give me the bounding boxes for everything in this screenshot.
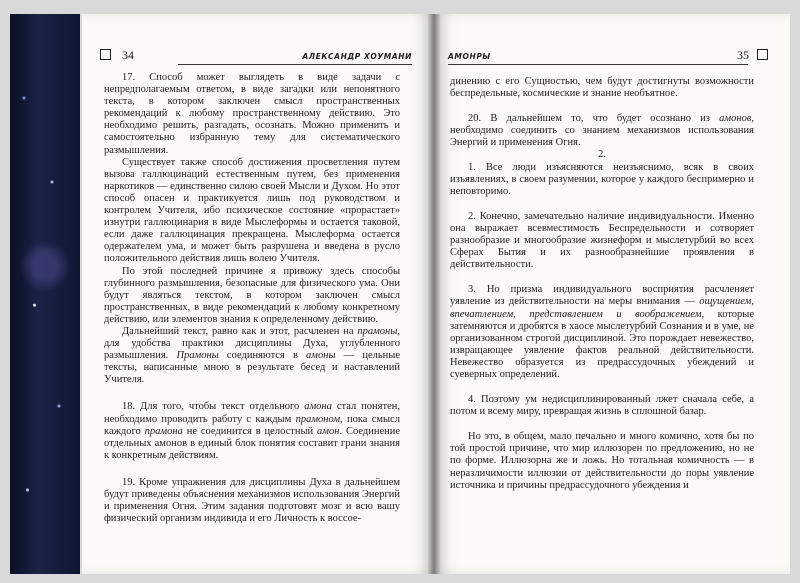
paragraph: 18. Для того, чтобы текст отдельного амона стал понятен, необходимо проводить работу с каждым прамоном, пока смысл каждого прамона не соединится в целостный амон. Соединение отдельных амонов в единый блок понятия составит грани знания к конкретным действиям.	[104, 401, 401, 461]
paragraph: 1. Все люди изъясняются неизъяснимо, всяк в своих изъявлениях, в своем разумении, которое у каждого беспримерно и неповторимо.	[450, 161, 754, 197]
paragraph: Но это, в общем, мало печально и много комично, хотя бы по той простой причине, что мир иллюзорен по предложению, но не по форме. Иллюзорна же и ложь. Но тотальная комичность — в неразличимости иллюзии от действительности до поры уявление источника и причины предрассудочного убеждения и	[450, 431, 754, 491]
paragraph: динению с его Сущностью, чем будут достигнуты возможности беспредельные, космические и знание необъятное.	[450, 76, 754, 100]
header-rule	[448, 64, 748, 65]
paragraph: Существует также способ достижения просветления путем вызова галлюцинаций естественным путем, без применения наркотиков — единственно силою своей Мысли и Духом. Но этот способ опасен и практикуется лишь под руководством и контролем Учителя, ибо психическое состояние «прорастает» изнутри галлюцинария в виде Мыслеформы и остается таковой, если даже галлюцинация прекращена. Мыслеформа остается одержателем ума, и может быть разрушена и введена в русло положительного действия лишь волею Учителя.	[104, 156, 400, 265]
page-number-group	[737, 48, 768, 63]
paragraph: 17. Способ может выглядеть в виде задачи с непредполагаемым ответом, в виде загадки или непонятного текста, в котором заключен смысл пространственных рекомендаций к любому пространственному действию. Это необходимо решить, разгадать, осознать. Можно применить и самостоятельно избранную тему для систематического размышления.	[104, 72, 400, 156]
right-page-body	[450, 76, 754, 492]
book-spread	[10, 14, 788, 574]
left-page-header	[100, 48, 412, 66]
running-head: АМОНРЫ	[448, 52, 491, 61]
section-number: 2.	[598, 149, 606, 161]
paragraph: Дальнейший текст, равно как и этот, расчленен на прамоны, для удобства практики дисциплины Духа, углубленного размышления. Прамоны соединяются в амоны — цельные тексты, написанные мною в результате бесед и наставлений Учителя.	[104, 325, 400, 386]
paragraph: 2. Конечно, замечательно наличие индивидуальности. Именно она выражает всевместимость Беспредельности и сотворяет разнообразие и многообразие жизнеформ и мыслетурбий во всех Сферах Бытия и их разнообразнейшие проявления в действительности.	[450, 210, 754, 271]
paragraph: 19. Кроме упражнения для дисциплины Духа в дальнейшем будут приведены объяснения механизмов использования Энергий и применения Огня. Этим задания подготовят мозг и всю вашу физический организм индивида и его Личность к воссое-	[104, 476, 400, 525]
paragraph: 20. В дальнейшем то, что будет осознано из амонов, необходимо соединить со знанием механизмов использования Энергий и применения Огня.	[450, 113, 754, 149]
page-number: 35	[737, 48, 749, 62]
book-cover-edge	[10, 14, 80, 574]
book-gutter	[428, 14, 440, 574]
paragraph: 3. Но призма индивидуального восприятия расчленяет уявление из действительности на меры внимания — ощущением, впечатлением, представлением и воображением, которые затемняются и дробятся в хаосе мыслетурбий Сознания и в уме, не организованном строгой дисциплиной. Это порождает невежество, извращающее уявление фактов реальной действительности. Невежество образуется из предрассудочных убеждений и суеверных определений.	[450, 284, 754, 380]
right-page	[434, 14, 790, 574]
left-page-body	[104, 72, 400, 525]
paragraph: 4. Поэтому ум недисциплинированный лжет сначала себе, а потом и всему миру, превращая жизнь в сплошной базар.	[450, 394, 754, 418]
square-ornament-icon	[757, 49, 768, 60]
paragraph: По этой последней причине я привожу здесь способы глубинного размышления, безопасные для физического ума. Они будут являться текстом, в котором заключен смысл пространственных, в виде рекомендаций к любому конкретному действию, или элементов знания к определенному действию.	[104, 265, 400, 325]
cover-star-pattern	[10, 14, 80, 574]
running-head: АЛЕКСАНДР ХОУМАНИ	[302, 52, 412, 61]
page-number: 34	[122, 48, 134, 62]
left-page	[82, 14, 434, 574]
right-page-header	[448, 48, 768, 66]
header-rule	[178, 64, 412, 65]
square-ornament-icon	[100, 49, 111, 60]
